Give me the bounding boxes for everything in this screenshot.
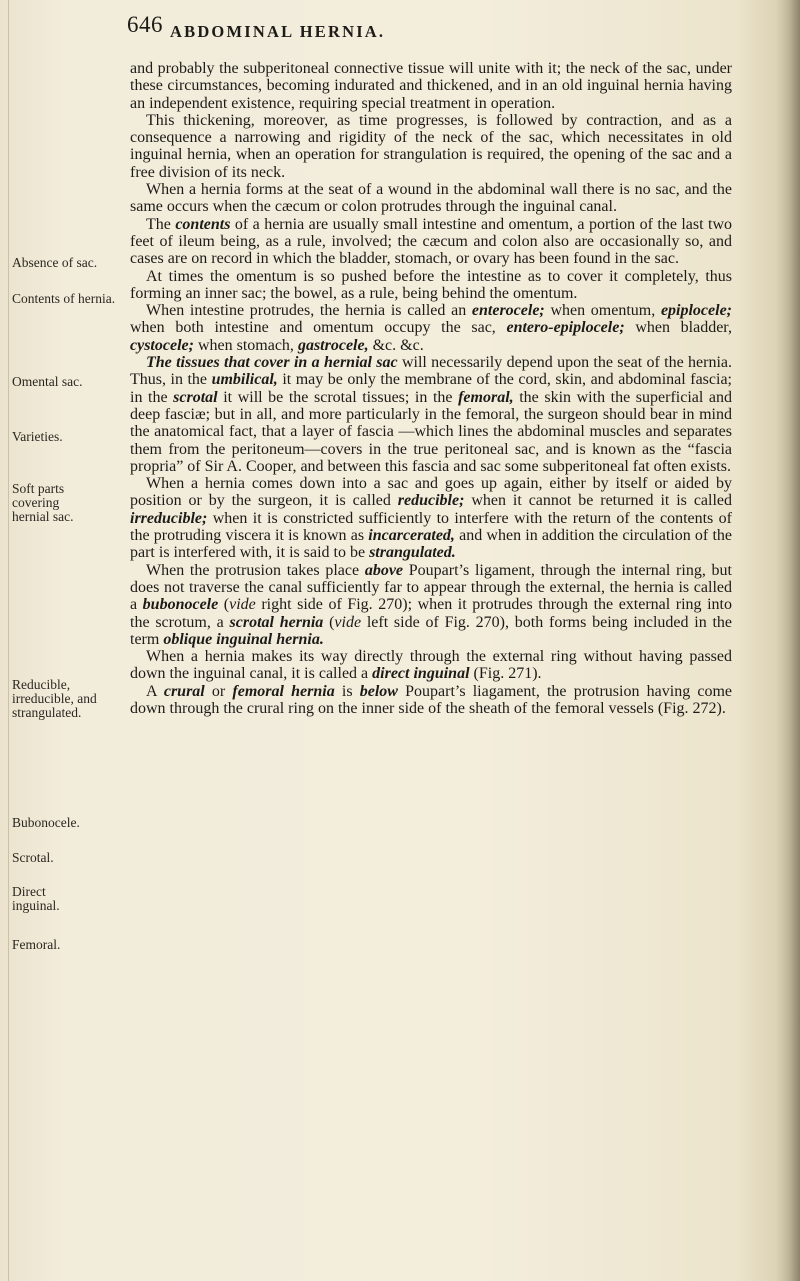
running-head: ABDOMINAL HERNIA.: [170, 22, 386, 41]
page-number: 646: [127, 12, 163, 37]
paragraph-varieties: When intestine protrudes, the hernia is called an enterocele; when omentum, epiplocele; when both intestine and omentum occupy the sac, entero-epiplocele; when bladder, cystocele; when stomach, gastrocele, &c. &c.: [130, 302, 733, 354]
paragraph-sac-neck: and probably the subperitoneal connective tissue will unite with it; the neck of the sac, under these circumstances, becoming indurated and thickened, and in an old inguinal hernia having an independent existence, requiring special treatment in operation.: [130, 60, 732, 112]
margin-note-soft-parts: Soft parts covering hernial sac.: [12, 481, 74, 524]
margin-note-scrotal: Scrotal.: [12, 850, 54, 865]
body-text: [130, 60, 732, 717]
paragraph-contents: The contents of a hernia are usually small intestine and omentum, a portion of the last two feet of ileum being, as a rule, involved; the cæcum and colon also are occasionally so, and cases are on record in which the bladder, stomach, or ovary has been found in the sac.: [130, 215, 733, 268]
paragraph-reducible: When a hernia comes down into a sac and goes up again, either by itself or aided by position or by the surgeon, it is called reducible; when it cannot be returned it is called irreducible; when it is constricted sufficiently to interfere with the return of the contents of the protruding viscera it is known as incarcerated, and when in addition the circulation of the part is interfered with, it is said to be strangulated.: [130, 475, 733, 562]
margin-note-varieties: Varieties.: [12, 429, 63, 444]
margin-note-absence-of-sac: Absence of sac.: [12, 255, 98, 270]
margin-note-reducible: Reducible, irreducible, and strangulated.: [12, 677, 97, 720]
margin-note-bubonocele: Bubonocele.: [12, 815, 80, 830]
page-fold-line: [8, 0, 9, 1281]
paragraph-soft-parts: The tissues that cover in a hernial sac will necessarily depend upon the seat of the hernia. Thus, in the umbilical, it may be only the membrane of the cord, skin, and abdominal fascia; in the scrotal it will be the scrotal tissues; in the femoral, the skin with the superficial and deep fasciæ; but in all, and more particularly in the femoral, the surgeon should bear in mind the anatomical fact, that a layer of fascia —which lines the abdominal muscles and separates them from the peritoneum—covers in the true peritoneal sac, and is known as the “fascia propria” of Sir A. Cooper, and between this fascia and sac some subperitoneal fat often exists.: [130, 354, 732, 475]
margin-note-femoral: Femoral.: [12, 937, 61, 952]
paragraph-femoral: A crural or femoral hernia is below Poupart’s liagament, the protrusion having come down through the crural ring on the inner side of the sheath of the femoral vessels (Fig. 272).: [130, 682, 733, 717]
page-edge-shadow: [776, 0, 800, 1281]
paragraph-absence-of-sac: When a hernia forms at the seat of a wound in the abdominal wall there is no sac, and the same occurs when the cæcum or colon protrudes through the inguinal canal.: [130, 181, 732, 216]
paragraph-omental-sac: At times the omentum is so pushed before the intestine as to cover it completely, thus forming an inner sac; the bowel, as a rule, being behind the omentum.: [130, 267, 732, 302]
margin-note-direct-inguinal: Direct inguinal.: [12, 884, 60, 913]
paragraph-direct-inguinal: When a hernia makes its way directly through the external ring without having passed down the inguinal canal, it is called a direct inguinal (Fig. 271).: [130, 648, 732, 683]
margin-note-contents-of-hernia: Contents of hernia.: [12, 291, 116, 306]
paragraph-bubonocele: When the protrusion takes place above Poupart’s ligament, through the internal ring, but does not traverse the canal sufficiently far to appear through the external, the hernia is called a bubonocele (vide right side of Fig. 270); when it protrudes through the external ring into the scrotum, a scrotal hernia (vide left side of Fig. 270), both forms being included in the term oblique inguinal hernia.: [130, 561, 733, 648]
paragraph-thickening: This thickening, moreover, as time progresses, is followed by contraction, and as a consequence a narrowing and rigidity of the neck of the sac, which necessitates in old inguinal hernia, when an operation for strangulation is required, the opening of the sac and a free division of its neck.: [130, 111, 732, 181]
margin-note-omental-sac: Omental sac.: [12, 374, 83, 389]
